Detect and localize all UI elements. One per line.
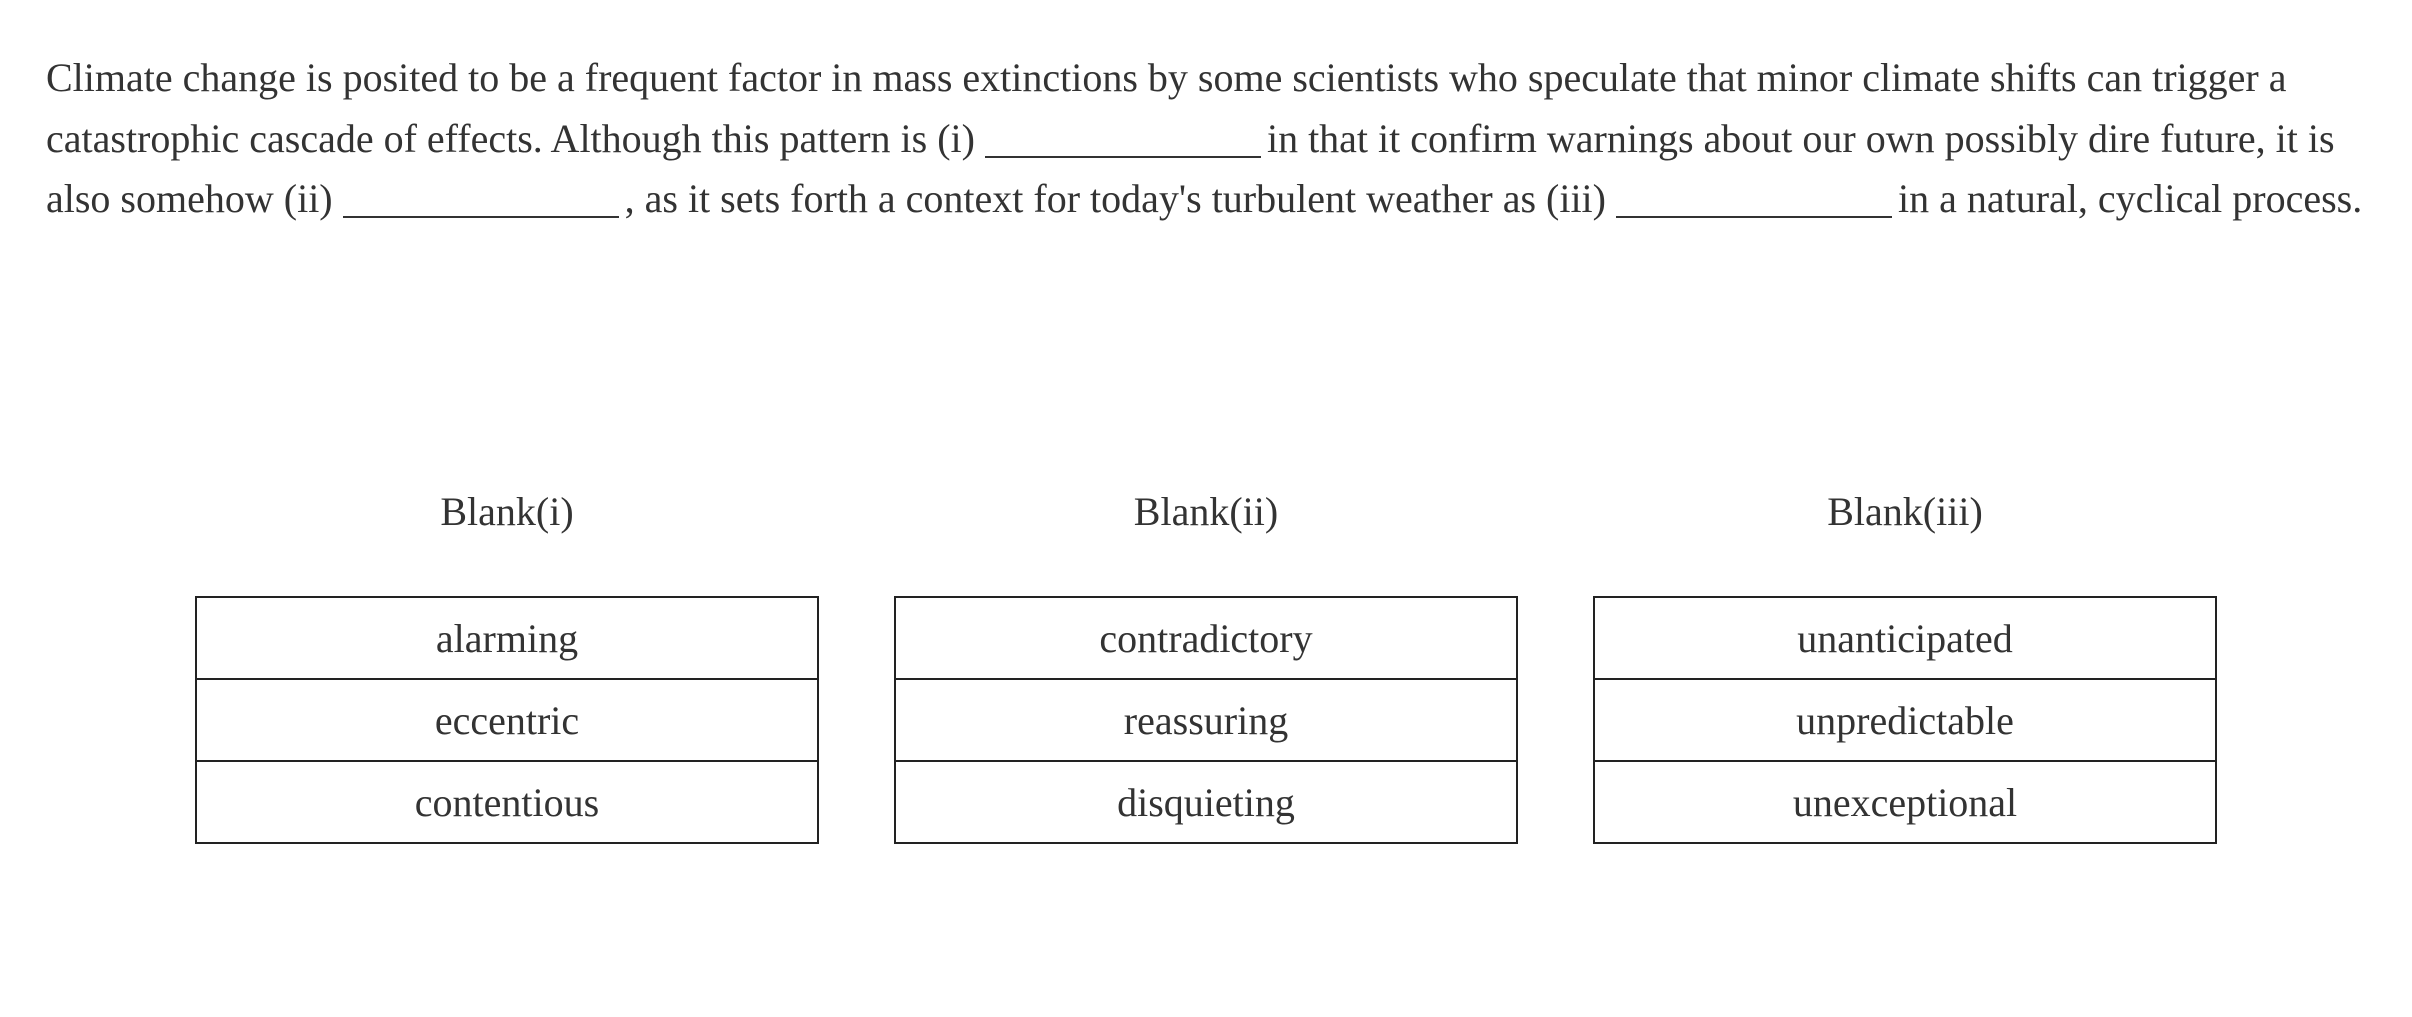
option-eccentric[interactable]: eccentric (197, 680, 817, 762)
blank-i-options (195, 596, 819, 844)
blank-ii-heading: Blank(ii) (1133, 489, 1279, 534)
option-unpredictable[interactable]: unpredictable (1595, 680, 2215, 762)
blank-i-heading: Blank(i) (440, 489, 574, 534)
option-unanticipated[interactable]: unanticipated (1595, 598, 2215, 680)
blank-ii-options (894, 596, 1518, 844)
blank-i-line (985, 156, 1261, 158)
passage-text-1: Climate change is posited to be a frequent factor in mass extinctions by some scientists who speculate that minor climate shifts can trigger a catastrophic cascade of effects. Although this pattern is (i) (46, 55, 2287, 161)
passage-text-3: , as it sets forth a context for today's turbulent weather as (iii) (624, 176, 1606, 221)
question-passage (46, 48, 2376, 230)
passage-text-4: in a natural, cyclical process. (1898, 176, 2363, 221)
blank-ii-line (343, 216, 619, 218)
blank-iii-heading: Blank(iii) (1827, 489, 1983, 534)
blank-ii-column (894, 488, 1518, 844)
blank-iii-options (1593, 596, 2217, 844)
option-contentious[interactable]: contentious (414, 779, 600, 825)
passage-text-2: in that it confirm warnings about our own possibly dire future, it is also somehow (ii) (46, 115, 2335, 221)
blank-i-column (195, 488, 819, 844)
blank-iii-column (1593, 488, 2217, 844)
option-reassuring[interactable]: reassuring (896, 680, 1516, 762)
option-contradictory[interactable]: contradictory (896, 598, 1516, 680)
option-unexceptional[interactable]: unexceptional (1792, 779, 2018, 825)
option-disquieting[interactable]: disquieting (1117, 779, 1295, 825)
option-alarming[interactable]: alarming (197, 598, 817, 680)
blank-iii-line (1616, 216, 1892, 218)
answer-choices (195, 488, 2217, 844)
